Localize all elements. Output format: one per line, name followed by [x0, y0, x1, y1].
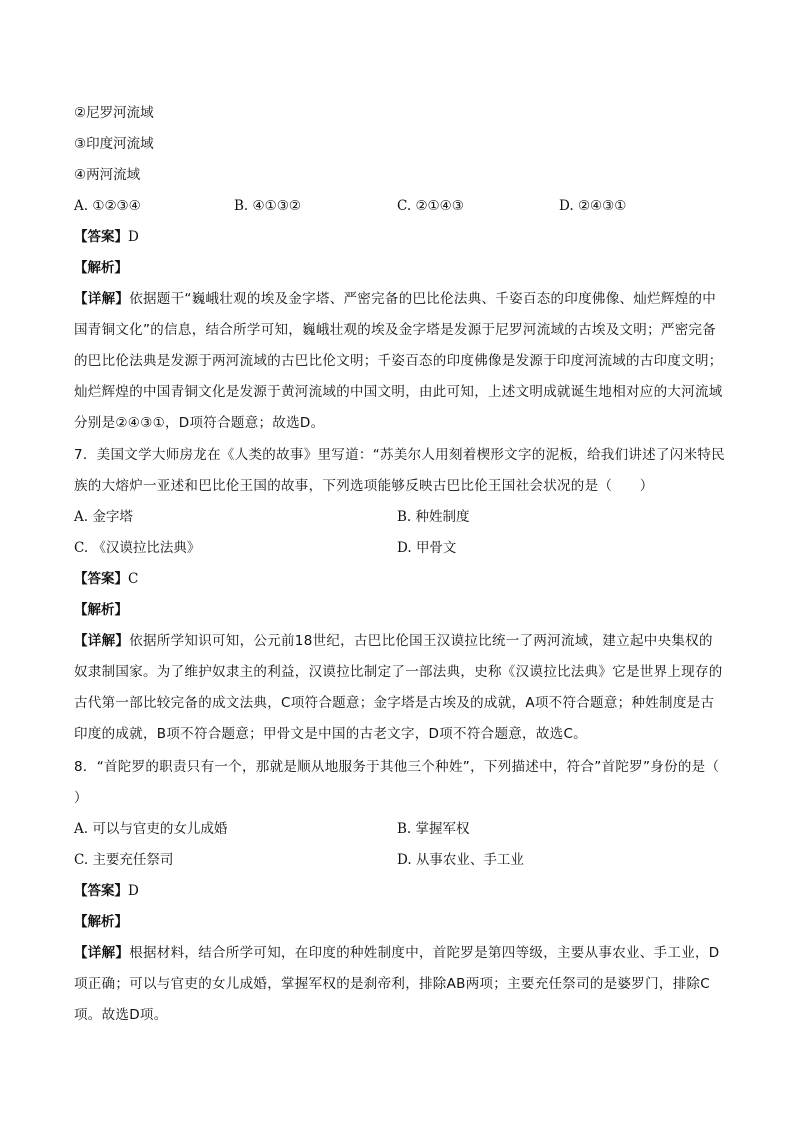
- q8-detail: 【详解】根据材料，结合所学可知，在印度的种姓制度中，首陀罗是第四等级，主要从事农业、手工业，D项正确；可以与官吏的女儿成婚，掌握军权的是刹帝利，排除AB两项；主要充任祭司的是婆罗门，排除C项。故选D项。: [74, 945, 720, 1023]
- q7-option-a: A. 金字塔: [74, 509, 133, 525]
- q7-option-d: D. 甲骨文: [397, 540, 457, 556]
- q7-detail: 【详解】依据所学知识可知，公元前18世纪，古巴比伦国王汉谟拉比统一了两河流域，建立起中央集权的奴隶制国家。为了维护奴隶主的利益，汉谟拉比制定了一部法典，史称《汉谟拉比法典》它是世界上现存的古代第一部比较完备的成文法典，C项符合题意；金字塔是古埃及的成就，A项不符合题意；种姓制度是古印度的成就，B项不符合题意；甲骨文是中国的古老文字，D项不符合题意，故选C。: [74, 633, 723, 742]
- q7-option-c: C. 《汉谟拉比法典》: [74, 540, 201, 556]
- q6-option-b: B. ④①③②: [234, 198, 301, 214]
- q6-answer: 【答案】D: [74, 229, 139, 245]
- q7-answer: 【答案】C: [74, 571, 139, 587]
- q6-list-item-3: ③印度河流域: [74, 136, 154, 152]
- q6-option-a: A. ①②③④: [74, 198, 141, 214]
- q8-option-c: C. 主要充任祭司: [74, 852, 174, 868]
- q6-analysis-tag: 【解析】: [74, 260, 128, 276]
- q7-stem: 7．美国文学大师房龙在《人类的故事》里写道：“苏美尔人用刻着楔形文字的泥板，给我们讲述了闪米特民族的大熔炉一亚述和巴比伦王国的故事，下列选项能够反映古巴比伦王国社会状况的是（ ）: [74, 447, 725, 494]
- q7-option-b: B. 种姓制度: [397, 509, 470, 525]
- q8-option-a: A. 可以与官吏的女儿成婚: [74, 821, 228, 837]
- q8-option-b: B. 掌握军权: [397, 821, 470, 837]
- q6-list-item-4: ④两河流域: [74, 167, 141, 183]
- q7-analysis-tag: 【解析】: [74, 602, 128, 618]
- q6-list-item-2: ②尼罗河流域: [74, 105, 154, 121]
- q8-option-d: D. 从事农业、手工业: [397, 852, 524, 868]
- q6-detail: 【详解】依据题干“巍峨壮观的埃及金字塔、严密完备的巴比伦法典、千姿百态的印度佛像、灿烂辉煌的中国青铜文化”的信息，结合所学可知，巍峨壮观的埃及金字塔是发源于尼罗河流域的古埃及文明；严密完备的巴比伦法典是发源于两河流域的古巴比伦文明；千姿百态的印度佛像是发源于印度河流域的古印度文明；灿烂辉煌的中国青铜文化是发源于黄河流域的中国文明，由此可知，上述文明成就诞生地相对应的大河流域分别是②④③①，D项符合题意；故选D。: [74, 291, 723, 431]
- q8-stem: 8．“首陀罗的职责只有一个，那就是顺从地服务于其他三个种姓”，下列描述中，符合”首陀罗”身份的是（ ）: [74, 759, 747, 806]
- q8-analysis-tag: 【解析】: [74, 914, 128, 930]
- q6-option-c: C. ②①④③: [397, 198, 464, 214]
- q6-option-d: D. ②④③①: [559, 198, 627, 214]
- q8-answer: 【答案】D: [74, 883, 139, 899]
